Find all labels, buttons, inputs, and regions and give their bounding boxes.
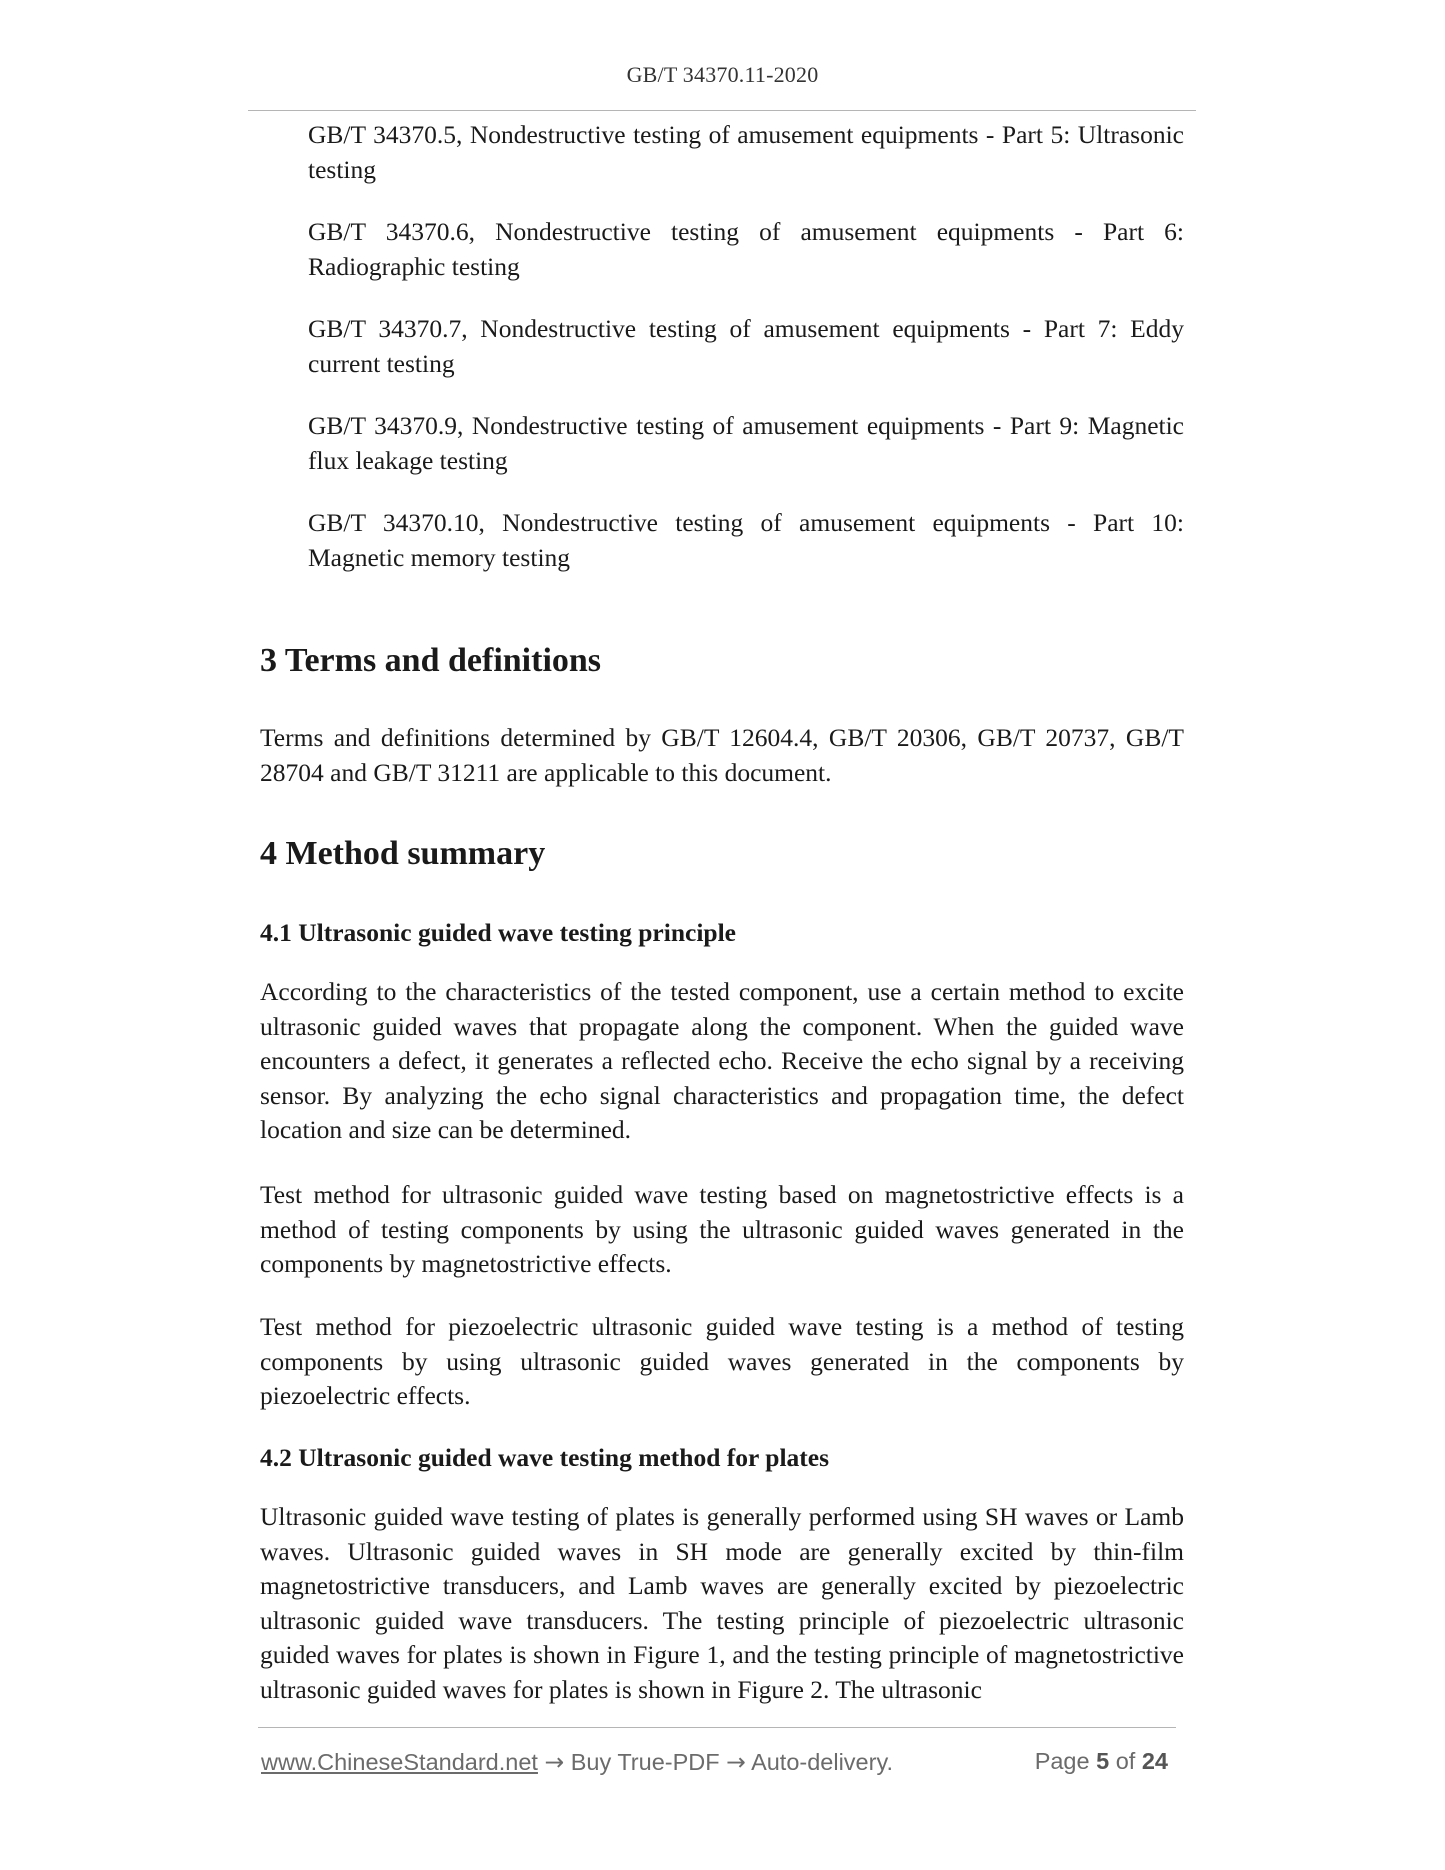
section-heading-method-summary: 4 Method summary: [260, 835, 546, 872]
auto-delivery-text: Auto-delivery.: [751, 1749, 893, 1775]
page-indicator: [1035, 1748, 1168, 1775]
section-heading-terms: 3 Terms and definitions: [260, 642, 602, 679]
current-page-number: 5: [1096, 1748, 1110, 1774]
terms-paragraph: Terms and definitions determined by GB/T 12604.4, GB/T 20306, GB/T 20737, GB/T 28704 and GB/T 31211 are applicable to this document.: [260, 723, 1184, 787]
total-pages-number: 24: [1141, 1748, 1168, 1774]
subsection-heading-plates: 4.2 Ultrasonic guided wave testing method for plates: [260, 1443, 830, 1472]
of-label: of: [1115, 1748, 1136, 1774]
body-paragraph: According to the characteristics of the tested component, use a certain method to excite ultrasonic guided waves that propagate along the component. When the guided wave encounters a defect, it generates a reflected echo. Receive the echo signal by a receiving sensor. By analyzing the echo signal characteristics and propagation time, the defect location and size can be determined.: [260, 977, 1184, 1145]
footer-promo: [261, 1748, 893, 1776]
body-paragraph: Test method for piezoelectric ultrasonic guided wave testing is a method of testing components by using ultrasonic guided waves generated in the components by piezoelectric effects.: [260, 1312, 1184, 1411]
body-paragraph: Ultrasonic guided wave testing of plates is generally performed using SH waves or Lamb waves. Ultrasonic guided waves in SH mode are generally excited by thin-film magnetostrictive transducers, and Lamb waves are generally excited by piezoelectric ultrasonic guided wave transducers. The testing principle of piezoelectric ultrasonic guided waves for plates is shown in Figure 1, and the testing principle of magnetostrictive ultrasonic guided waves for plates is shown in Figure 2. The ultrasonic: [260, 1502, 1184, 1704]
subsection-heading-principle: 4.1 Ultrasonic guided wave testing principle: [260, 918, 736, 947]
document-header: GB/T 34370.11-2020: [626, 62, 819, 87]
body-paragraph: Test method for ultrasonic guided wave testing based on magnetostrictive effects is a method of testing components by using the ultrasonic guided waves generated in the components by magnetostrictive effects.: [260, 1180, 1184, 1279]
reference-item: GB/T 34370.5, Nondestructive testing of amusement equipments - Part 5: Ultrasonic testing: [308, 120, 1184, 184]
reference-item: GB/T 34370.10, Nondestructive testing of amusement equipments - Part 10: Magnetic memory testing: [308, 508, 1184, 572]
arrow-right-icon: →: [726, 1748, 746, 1776]
website-link[interactable]: www.ChineseStandard.net: [261, 1749, 538, 1775]
buy-pdf-text: Buy True-PDF: [570, 1749, 720, 1775]
arrow-right-icon: →: [544, 1748, 565, 1776]
page-label: Page: [1034, 1748, 1090, 1774]
reference-item: GB/T 34370.7, Nondestructive testing of amusement equipments - Part 7: Eddy current testing: [308, 314, 1184, 378]
reference-item: GB/T 34370.6, Nondestructive testing of amusement equipments - Part 6: Radiographic testing: [308, 217, 1184, 281]
footer-divider: [258, 1727, 1176, 1728]
reference-item: GB/T 34370.9, Nondestructive testing of amusement equipments - Part 9: Magnetic flux leakage testing: [308, 411, 1184, 475]
page-footer: [261, 1748, 1176, 1780]
header-divider: [248, 110, 1196, 111]
